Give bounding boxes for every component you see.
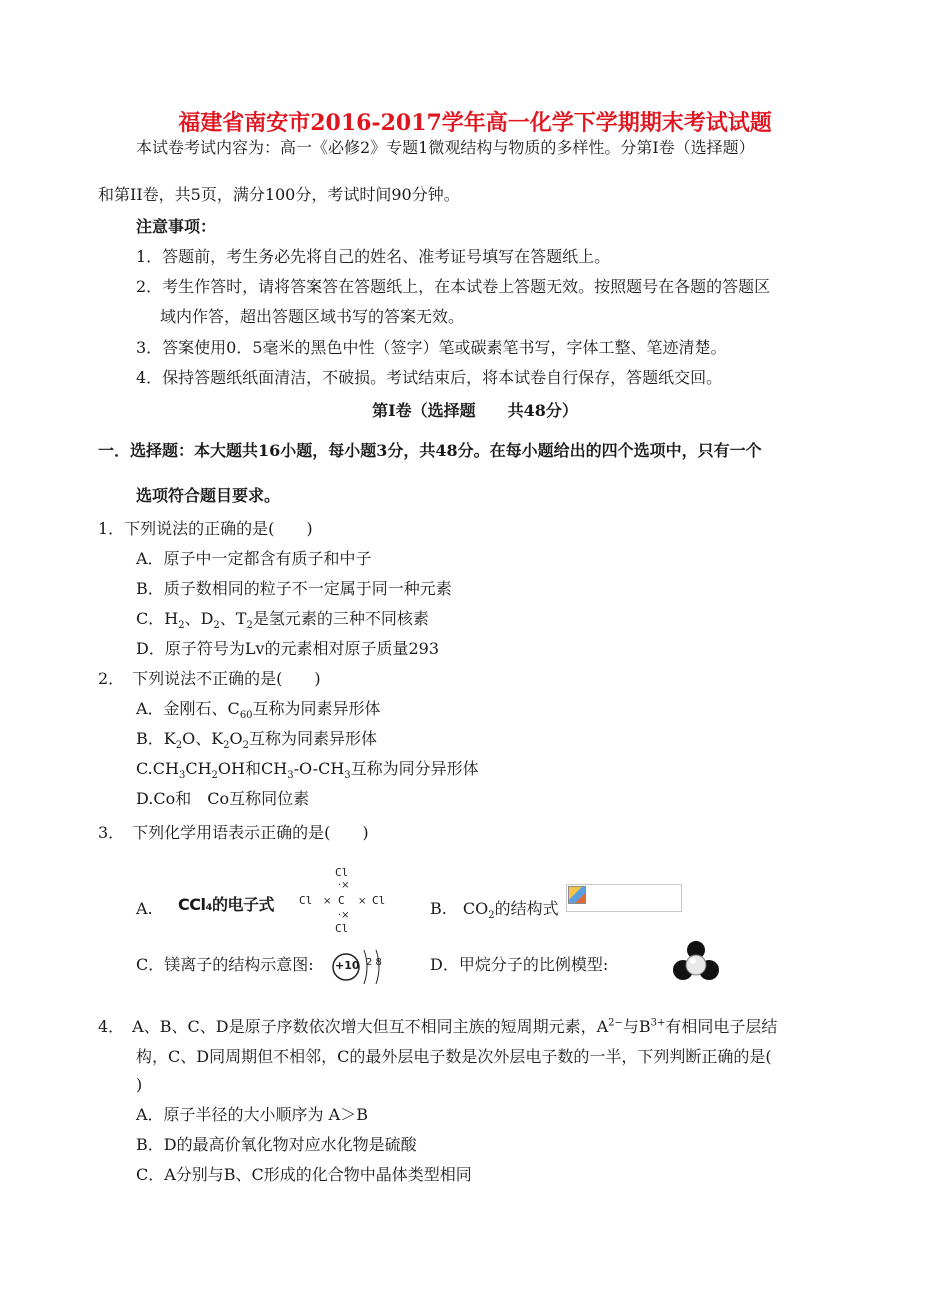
- exam-title: 福建省南安市2016-2017学年高一化学下学期期末考试试题: [178, 110, 772, 136]
- notes-heading: 注意事项：: [136, 217, 217, 236]
- broken-image-icon: [568, 886, 586, 904]
- electron-dot-right: Cl: [372, 894, 386, 907]
- q1-option-d: D．原子符号为Lv的元素相对原子质量293: [136, 639, 440, 658]
- ccl4-formula-label: CCl₄的电子式: [178, 895, 274, 914]
- q3-stem: 3． 下列化学用语表示正确的是( ): [98, 823, 369, 842]
- section-instruction-1: 一．选择题：本大题共16小题，每小题3分，共48分。在每小题给出的四个选项中，只有一个: [98, 441, 762, 460]
- q4-option-c: C．A分别与B、C形成的化合物中晶体类型相同: [136, 1165, 472, 1184]
- electron-shells: 2 8: [366, 957, 382, 968]
- electron-pair-top: ·×: [338, 880, 350, 891]
- q3-option-c-label: C．镁离子的结构示意图:: [136, 955, 314, 974]
- electron-dot-center: C: [338, 894, 345, 907]
- nucleus-charge: +10: [335, 959, 360, 972]
- q1-option-a: A．原子中一定都含有质子和中子: [136, 549, 372, 568]
- note-item-4: 4．保持答题纸纸面清洁，不破损。考试结束后，将本试卷自行保存，答题纸交回。: [136, 368, 723, 387]
- q3-option-b-label: B. $CO_2$的结构式: [430, 899, 559, 922]
- q4-option-b: B．D的最高价氧化物对应水化物是硫酸: [136, 1135, 417, 1154]
- section-instruction-2: 选项符合题目要求。: [136, 486, 281, 505]
- methane-space-filling-model: [672, 940, 720, 984]
- q1-option-c: C．$H_2$、$D_2$、$T_2$是氢元素的三种不同核素: [136, 609, 429, 632]
- q2-stem: 2． 下列说法不正确的是( ): [98, 669, 321, 688]
- section-heading: 第I卷（选择题 共48分）: [372, 401, 578, 420]
- q4-stem-line-3: ): [136, 1075, 143, 1094]
- q2-option-a: A．金刚石、$C_{60}$互称为同素异形体: [136, 699, 381, 722]
- q3-option-d-label: D．甲烷分子的比例模型:: [430, 955, 609, 974]
- intro-line-1: 本试卷考试内容为：高一《必修2》专题1微观结构与物质的多样性。分第I卷（选择题）: [136, 138, 755, 157]
- q3-option-a-label: A.: [136, 899, 153, 918]
- broken-image-placeholder: [566, 884, 682, 912]
- electron-dot-bottom: Cl: [335, 922, 349, 935]
- methane-model-icon: [672, 940, 720, 984]
- electron-pair-bottom: ·×: [338, 910, 350, 921]
- q4-stem-line-2: 构，C、D同周期但不相邻，C的最外层电子数是次外层电子数的一半，下列判断正确的是(: [136, 1047, 772, 1066]
- q1-stem: 1．下列说法的正确的是( ): [98, 519, 313, 538]
- note-item-1: 1．答题前，考生务必先将自己的姓名、准考证号填写在答题纸上。: [136, 247, 611, 266]
- electron-dot-left: Cl: [299, 894, 313, 907]
- q4-option-a: A．原子半径的大小顺序为 A＞B: [136, 1105, 368, 1124]
- q2-option-c: $C.CH_3CH_2OH$和$CH_3-O-CH_3$互称为同分异形体: [136, 759, 479, 782]
- q1-option-b: B．质子数相同的粒子不一定属于同一种元素: [136, 579, 452, 598]
- q2-option-d: D.Co和 Co互称同位素: [136, 789, 310, 808]
- intro-line-2: 和第II卷，共5页，满分100分，考试时间90分钟。: [98, 185, 460, 204]
- note-item-2-cont: 域内作答，超出答题区域书写的答案无效。: [160, 307, 465, 326]
- electron-pair-left: ×: [323, 896, 332, 907]
- q2-option-b: B．$K_2O$、$K_2O_2$互称为同素异形体: [136, 729, 378, 752]
- q3-option-a-image: [178, 862, 398, 938]
- mg-ion-structure-diagram: [330, 942, 392, 992]
- electron-dot-top: Cl: [335, 866, 349, 879]
- electron-pair-right: ×: [358, 896, 367, 907]
- note-item-2: 2．考生作答时，请将答案答在答题纸上，在本试卷上答题无效。按照题号在各题的答题区: [136, 277, 771, 296]
- q4-stem-line-1: 4． A、B、C、D是原子序数依次增大但互不相同主族的短周期元素，$A^{2-}$与$B^{3+}$有相同电子层结: [98, 1017, 778, 1036]
- note-item-3: 3．答案使用0．5毫米的黑色中性（签字）笔或碳素笔书写，字体工整、笔迹清楚。: [136, 338, 727, 357]
